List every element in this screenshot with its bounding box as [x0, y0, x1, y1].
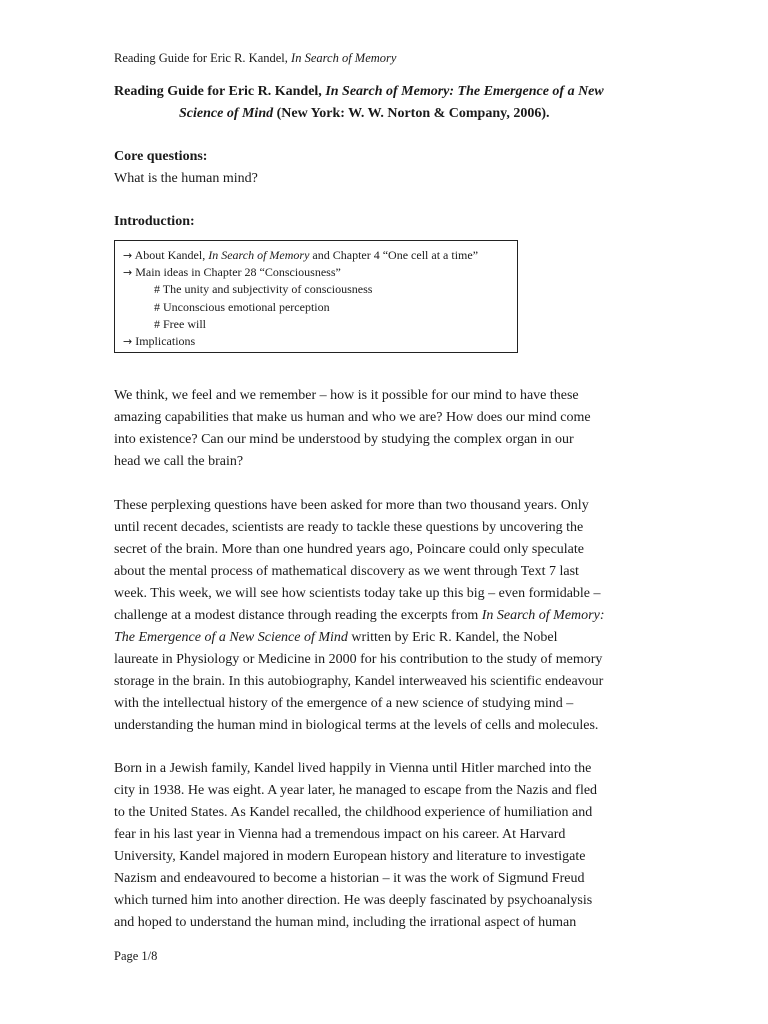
paragraph-line: Born in a Jewish family, Kandel lived happily in Vienna until Hitler marched into the [114, 761, 592, 776]
page-number: Page 1/8 [114, 949, 158, 963]
paragraph-line: into existence? Can our mind be understood by studying the complex organ in our [114, 432, 574, 447]
paragraph-line: until recent decades, scientists are ready to tackle these questions by uncovering the [114, 520, 584, 535]
paragraph-line: head we call the brain? [114, 454, 244, 469]
running-header-book-title: In Search of Memory [291, 51, 397, 65]
paragraph-line [114, 605, 662, 627]
paragraph-line: These perplexing questions have been asked for more than two thousand years. Only [114, 498, 589, 513]
paragraph-line: about the mental process of mathematical discovery as we went through Text 7 last [114, 564, 579, 579]
core-questions-heading: Core questions: [114, 149, 208, 164]
paragraph-perplexing-questions [114, 495, 662, 737]
paragraph-line: understanding the human mind in biological terms at the levels of cells and molecules. [114, 718, 599, 733]
paragraph-line: with the intellectual history of the emergence of a new science of studying mind – [114, 696, 574, 711]
paragraph-line: laureate in Physiology or Medicine in 2000 for his contribution to the study of memory [114, 652, 603, 667]
title-book-part-1: In Search of Memory: The Emergence of a New [325, 84, 604, 99]
arrow-icon: → [123, 335, 133, 349]
paragraph-line: Nazism and endeavoured to become a historian – it was the work of Sigmund Freud [114, 871, 585, 886]
book-title-italic: The Emergence of a New Science of Mind [114, 630, 348, 645]
paragraph-line: University, Kandel majored in modern European history and literature to investigate [114, 849, 586, 864]
paragraph-line: amazing capabilities that make us human and who we are? How does our mind come [114, 410, 591, 425]
outline-subitem-unconscious: # Unconscious emotional perception [154, 299, 330, 314]
outline-item-implications [123, 333, 517, 350]
outline-item-about-kandel [123, 247, 517, 264]
title-book-part-2: Science of Mind [179, 106, 274, 121]
outline-item-text: Implications [135, 334, 196, 349]
core-question: What is the human mind? [114, 171, 258, 186]
outline-item-book-title: In Search of Memory [208, 248, 310, 262]
paragraph-line: secret of the brain. More than one hundred years ago, Poincare could only speculate [114, 542, 584, 557]
outline-item-text: About Kandel, [134, 248, 209, 262]
paragraph-text: written by Eric R. Kandel, the Nobel [347, 630, 558, 645]
arrow-icon: → [123, 266, 133, 280]
introduction-heading: Introduction: [114, 214, 195, 229]
outline-item-text-suffix: and Chapter 4 “One cell at a time” [309, 248, 479, 262]
title-line-1 [114, 81, 659, 103]
arrow-icon: → [123, 249, 133, 262]
paragraph-line: and hoped to understand the human mind, including the irrational aspect of human [114, 915, 577, 930]
outline-subitem-free-will: # Free will [154, 316, 206, 331]
outline-subitem-unity: # The unity and subjectivity of consciousness [154, 282, 373, 297]
running-header-text: Reading Guide for Eric R. Kandel, [114, 51, 292, 65]
paragraph-intro-questions [114, 385, 662, 473]
paragraph-kandel-biography [114, 758, 662, 934]
paragraph-line: storage in the brain. In this autobiography, Kandel interweaved his scientific endeavour [114, 674, 604, 689]
paragraph-line: fear in his last year in Vienna had a tremendous impact on his career. At Harvard [114, 827, 566, 842]
paragraph-line: week. This week, we will see how scientists today take up this big – even formidable – [114, 586, 601, 601]
title-line-2 [114, 103, 659, 125]
paragraph-line: city in 1938. He was eight. A year later, he managed to escape from the Nazis and fled [114, 783, 598, 798]
book-title-italic: In Search of Memory: [481, 608, 605, 623]
introduction-outline-box [114, 240, 518, 353]
paragraph-line: to the United States. As Kandel recalled, the childhood experience of humiliation and [114, 805, 593, 820]
paragraph-line: We think, we feel and we remember – how is it possible for our mind to have these [114, 388, 579, 403]
running-header [114, 50, 396, 66]
title-publication: (New York: W. W. Norton & Company, 2006). [273, 106, 550, 121]
paragraph-line: which turned him into another direction. He was deeply fascinated by psychoanalysis [114, 893, 593, 908]
paragraph-line [114, 627, 662, 649]
document-title [114, 81, 659, 125]
paragraph-text: challenge at a modest distance through reading the excerpts from [114, 608, 482, 623]
outline-item-main-ideas [123, 264, 517, 281]
title-prefix: Reading Guide for Eric R. Kandel, [114, 84, 326, 99]
outline-item-text: Main ideas in Chapter 28 “Consciousness” [135, 265, 341, 280]
